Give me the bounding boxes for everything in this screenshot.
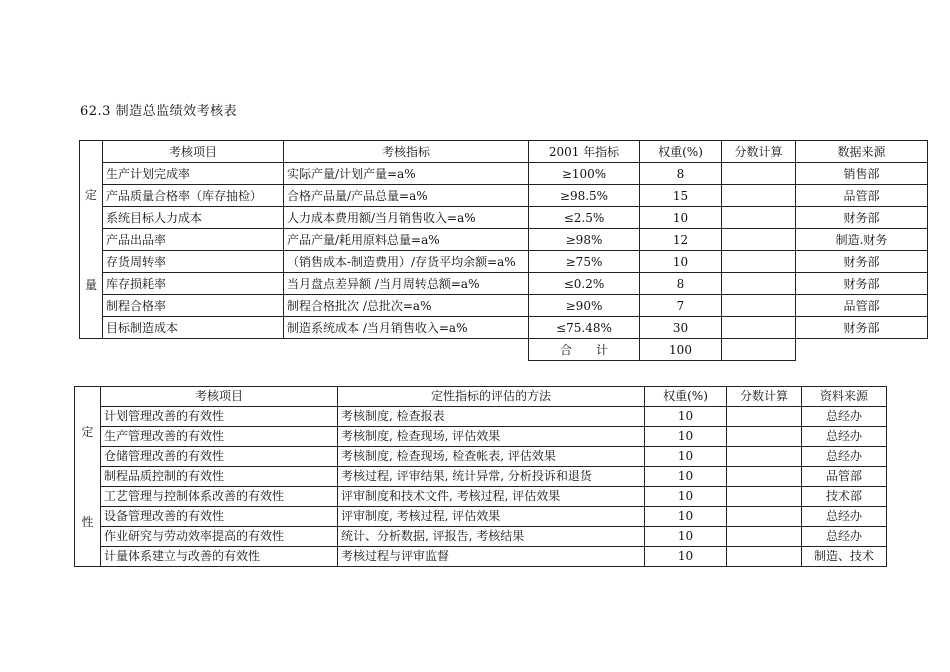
quant-metric-cell: 制程合格批次 /总批次=a%: [284, 295, 529, 317]
qual-weight-cell: 10: [645, 487, 727, 507]
qual-item-cell: 计划管理改善的有效性: [101, 407, 338, 427]
qual-score-cell: [727, 407, 802, 427]
qual-weight-cell: 10: [645, 447, 727, 467]
quant-header-cell: 数据来源: [796, 141, 928, 163]
qual-item-cell: 计量体系建立与改善的有效性: [101, 547, 338, 567]
qual-method-cell: 评审制度, 考核过程, 评估效果: [338, 507, 645, 527]
qual-side-label-cell: [75, 387, 101, 567]
quant-weight-cell: 10: [640, 251, 722, 273]
quant-table-row: [80, 229, 928, 251]
qual-item-cell: 制程品质控制的有效性: [101, 467, 338, 487]
qual-weight-cell: 10: [645, 527, 727, 547]
qual-item-cell: 工艺管理与控制体系改善的有效性: [101, 487, 338, 507]
qual-table-row: [75, 527, 887, 547]
quant-header-cell: 权重(%): [640, 141, 722, 163]
quant-source-cell: 财务部: [796, 273, 928, 295]
quant-side-label-cell: [80, 141, 103, 339]
quant-item-cell: 产品质量合格率（库存抽检）: [103, 185, 284, 207]
quant-table-row: [80, 207, 928, 229]
quant-item-cell: 库存损耗率: [103, 273, 284, 295]
qual-side-label-bottom: 性: [81, 514, 94, 529]
quant-metric-cell: 产品产量/耗用原料总量=a%: [284, 229, 529, 251]
quant-total-blank-right: [796, 339, 928, 361]
quant-target-cell: ≤0.2%: [529, 273, 640, 295]
qual-method-cell: 统计、分析数据, 评报告, 考核结果: [338, 527, 645, 547]
qual-table-row: [75, 487, 887, 507]
quant-header-row: [80, 141, 928, 163]
quant-target-cell: ≥98.5%: [529, 185, 640, 207]
quant-score-cell: [722, 251, 796, 273]
qual-header-row: [75, 387, 887, 407]
qual-weight-cell: 10: [645, 467, 727, 487]
qual-source-cell: 总经办: [802, 427, 887, 447]
quant-side-spacer: [80, 205, 102, 275]
qual-weight-cell: 10: [645, 547, 727, 567]
quant-metric-cell: 合格产品量/产品总量=a%: [284, 185, 529, 207]
quant-score-cell: [722, 317, 796, 339]
qual-weight-cell: 10: [645, 507, 727, 527]
quantitative-kpi-table: [79, 140, 928, 361]
qual-header-cell: 资料来源: [802, 387, 887, 407]
quant-source-cell: 品管部: [796, 295, 928, 317]
qual-method-cell: 评审制度和技术文件, 考核过程, 评估效果: [338, 487, 645, 507]
quant-total-score: [722, 339, 796, 361]
quant-source-cell: 品管部: [796, 185, 928, 207]
qual-table-row: [75, 407, 887, 427]
qual-score-cell: [727, 467, 802, 487]
quant-header-cell: 考核指标: [284, 141, 529, 163]
quant-source-cell: 财务部: [796, 207, 928, 229]
qual-score-cell: [727, 447, 802, 467]
quant-weight-cell: 30: [640, 317, 722, 339]
quant-score-cell: [722, 229, 796, 251]
qual-method-cell: 考核制度, 检查报表: [338, 407, 645, 427]
qual-source-cell: 总经办: [802, 527, 887, 547]
quant-weight-cell: 15: [640, 185, 722, 207]
qual-item-cell: 设备管理改善的有效性: [101, 507, 338, 527]
qualitative-table-body: [75, 387, 887, 567]
qual-score-cell: [727, 507, 802, 527]
qual-source-cell: 总经办: [802, 507, 887, 527]
quant-target-cell: ≥100%: [529, 163, 640, 185]
qual-weight-cell: 10: [645, 407, 727, 427]
qual-item-cell: 作业研究与劳动效率提高的有效性: [101, 527, 338, 547]
qual-source-cell: 制造、技术: [802, 547, 887, 567]
document-title: 62.3 制造总监绩效考核表: [80, 104, 238, 119]
qual-table-row: [75, 447, 887, 467]
quant-metric-cell: （销售成本-制造费用）/存货平均余额=a%: [284, 251, 529, 273]
qual-table-row: [75, 427, 887, 447]
qual-table-row: [75, 547, 887, 567]
qual-table-row: [75, 507, 887, 527]
qual-header-cell: 权重(%): [645, 387, 727, 407]
quant-item-cell: 系统目标人力成本: [103, 207, 284, 229]
quant-target-cell: ≤75.48%: [529, 317, 640, 339]
qual-table-row: [75, 467, 887, 487]
quant-table-row: [80, 295, 928, 317]
quant-item-cell: 目标制造成本: [103, 317, 284, 339]
qual-score-cell: [727, 547, 802, 567]
quant-score-cell: [722, 163, 796, 185]
quant-table-row: [80, 251, 928, 273]
quant-table-row: [80, 163, 928, 185]
qual-side-label-top: 定: [81, 424, 94, 439]
qual-item-cell: 仓储管理改善的有效性: [101, 447, 338, 467]
quant-source-cell: 财务部: [796, 317, 928, 339]
quant-weight-cell: 10: [640, 207, 722, 229]
quant-metric-cell: 实际产量/计划产量=a%: [284, 163, 529, 185]
qual-header-cell: 分数计算: [727, 387, 802, 407]
quant-source-cell: 制造.财务: [796, 229, 928, 251]
quant-item-cell: 产品出品率: [103, 229, 284, 251]
quant-side-label-top: 定: [84, 187, 97, 202]
quant-side-label-bottom: 量: [84, 277, 97, 292]
quant-item-cell: 存货周转率: [103, 251, 284, 273]
quant-weight-cell: 8: [640, 273, 722, 295]
qual-score-cell: [727, 527, 802, 547]
quant-total-row: [80, 339, 928, 361]
quant-weight-cell: 7: [640, 295, 722, 317]
quant-header-cell: 分数计算: [722, 141, 796, 163]
quant-item-cell: 生产计划完成率: [103, 163, 284, 185]
qual-source-cell: 品管部: [802, 467, 887, 487]
qual-source-cell: 总经办: [802, 447, 887, 467]
quant-table-row: [80, 317, 928, 339]
quant-metric-cell: 当月盘点差异额 /当月周转总额=a%: [284, 273, 529, 295]
qual-method-cell: 考核过程与评审监督: [338, 547, 645, 567]
quant-header-cell: 考核项目: [103, 141, 284, 163]
qualitative-kpi-table: [74, 386, 887, 567]
qual-method-cell: 考核过程, 评审结果, 统计异常, 分析投诉和退货: [338, 467, 645, 487]
qual-method-cell: 考核制度, 检查现场, 检查帐表, 评估效果: [338, 447, 645, 467]
quant-score-cell: [722, 207, 796, 229]
quant-target-cell: ≥75%: [529, 251, 640, 273]
quant-source-cell: 销售部: [796, 163, 928, 185]
quant-total-blank: [80, 339, 529, 361]
quant-weight-cell: 12: [640, 229, 722, 251]
quant-item-cell: 制程合格率: [103, 295, 284, 317]
quant-target-cell: ≥98%: [529, 229, 640, 251]
quant-score-cell: [722, 273, 796, 295]
qual-method-cell: 考核制度, 检查现场, 评估效果: [338, 427, 645, 447]
qual-item-cell: 生产管理改善的有效性: [101, 427, 338, 447]
qual-weight-cell: 10: [645, 427, 727, 447]
quant-metric-cell: 制造系统成本 /当月销售收入=a%: [284, 317, 529, 339]
qual-score-cell: [727, 487, 802, 507]
qual-header-cell: 考核项目: [101, 387, 338, 407]
quant-table-row: [80, 273, 928, 295]
quant-score-cell: [722, 295, 796, 317]
quant-source-cell: 财务部: [796, 251, 928, 273]
quant-total-label: 合 计: [529, 339, 640, 361]
quant-target-cell: ≤2.5%: [529, 207, 640, 229]
qual-source-cell: 总经办: [802, 407, 887, 427]
quant-header-cell: 2001 年指标: [529, 141, 640, 163]
qual-score-cell: [727, 427, 802, 447]
quant-total-weight: 100: [640, 339, 722, 361]
qual-source-cell: 技术部: [802, 487, 887, 507]
qual-header-cell: 定性指标的评估的方法: [338, 387, 645, 407]
qual-side-spacer: [75, 442, 100, 512]
quant-metric-cell: 人力成本费用额/当月销售收入=a%: [284, 207, 529, 229]
quant-weight-cell: 8: [640, 163, 722, 185]
quant-score-cell: [722, 185, 796, 207]
quant-table-row: [80, 185, 928, 207]
quant-target-cell: ≥90%: [529, 295, 640, 317]
quantitative-table-body: [80, 141, 928, 361]
